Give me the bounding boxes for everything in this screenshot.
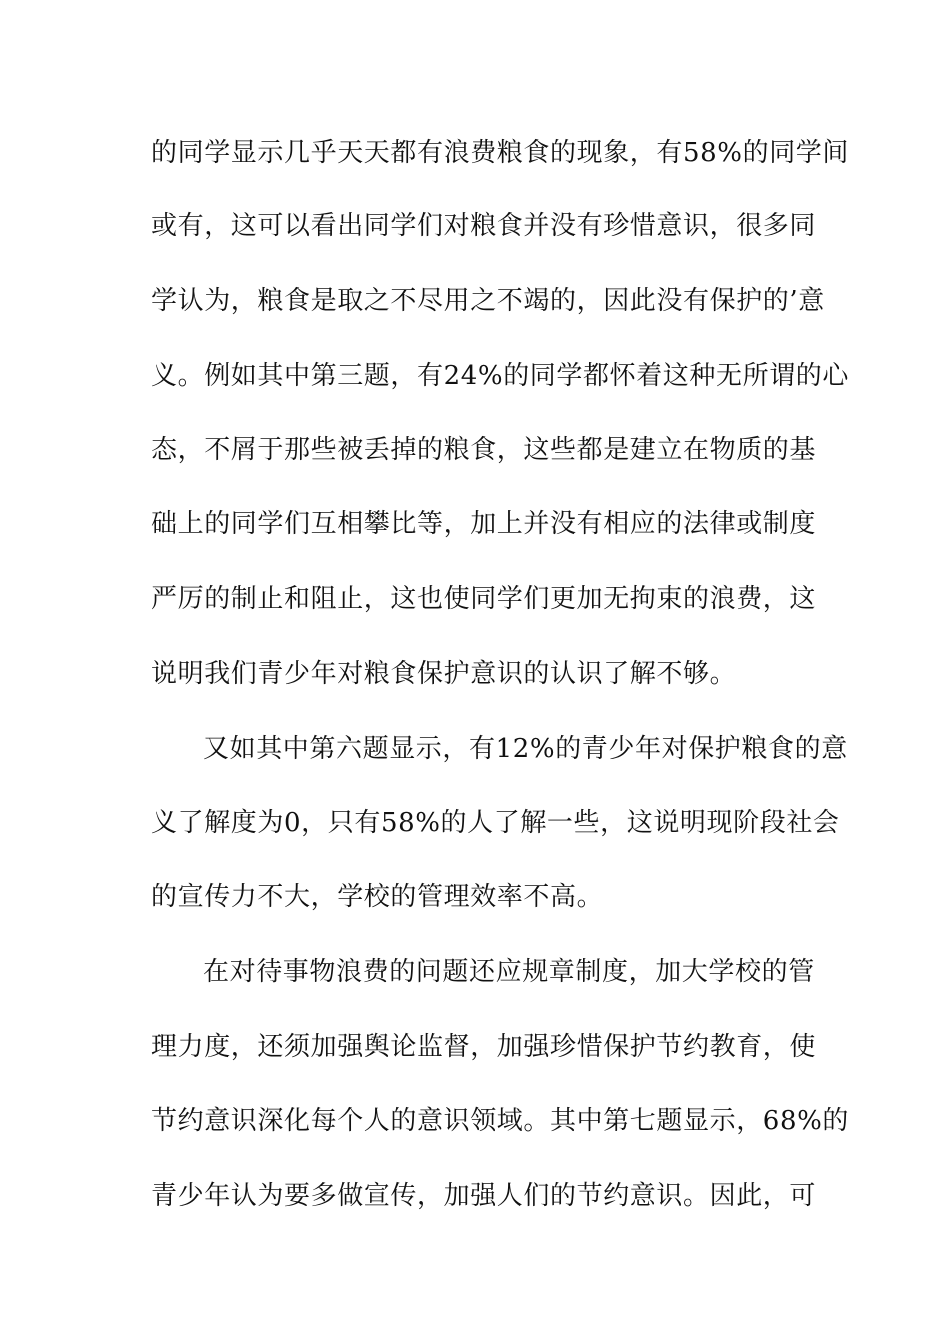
paragraph-1-line-8: 说明我们青少年对粮食保护意识的认识了解不够。 (151, 659, 737, 689)
paragraph-1-line-2: 或有，这可以看出同学们对粮食并没有珍惜意识，很多同 (151, 211, 817, 241)
paragraph-3-line-4: 青少年认为要多做宣传，加强人们的节约意识。因此，可 (151, 1181, 817, 1211)
paragraph-3-line-1: 在对待事物浪费的问题还应规章制度，加大学校的管 (203, 957, 815, 987)
paragraph-1-line-3: 学认为，粮食是取之不尽用之不竭的，因此没有保护的’意 (151, 286, 825, 316)
paragraph-3-line-2: 理力度，还须加强舆论监督，加强珍惜保护节约教育，使 (151, 1032, 817, 1062)
paragraph-1-line-1: 的同学显示几乎天天都有浪费粮食的现象，有58%的同学间 (151, 138, 849, 168)
paragraph-1-line-5: 态，不屑于那些被丢掉的粮食，这些都是建立在物质的基 (151, 435, 817, 465)
paragraph-2-line-3: 的宣传力不大，学校的管理效率不高。 (151, 882, 604, 912)
paragraph-1-line-6: 础上的同学们互相攀比等，加上并没有相应的法律或制度 (151, 509, 817, 539)
paragraph-1-line-4: 义。例如其中第三题，有24%的同学都怀着这种无所谓的心 (151, 361, 849, 391)
paragraph-2-line-1: 又如其中第六题显示，有12%的青少年对保护粮食的意 (203, 734, 848, 764)
paragraph-2-line-2: 义了解度为0，只有58%的人了解一些，这说明现阶段社会 (151, 808, 840, 838)
paragraph-3-line-3: 节约意识深化每个人的意识领域。其中第七题显示，68%的 (151, 1106, 849, 1136)
paragraph-1-line-7: 严厉的制止和阻止，这也使同学们更加无拘束的浪费，这 (151, 584, 817, 614)
